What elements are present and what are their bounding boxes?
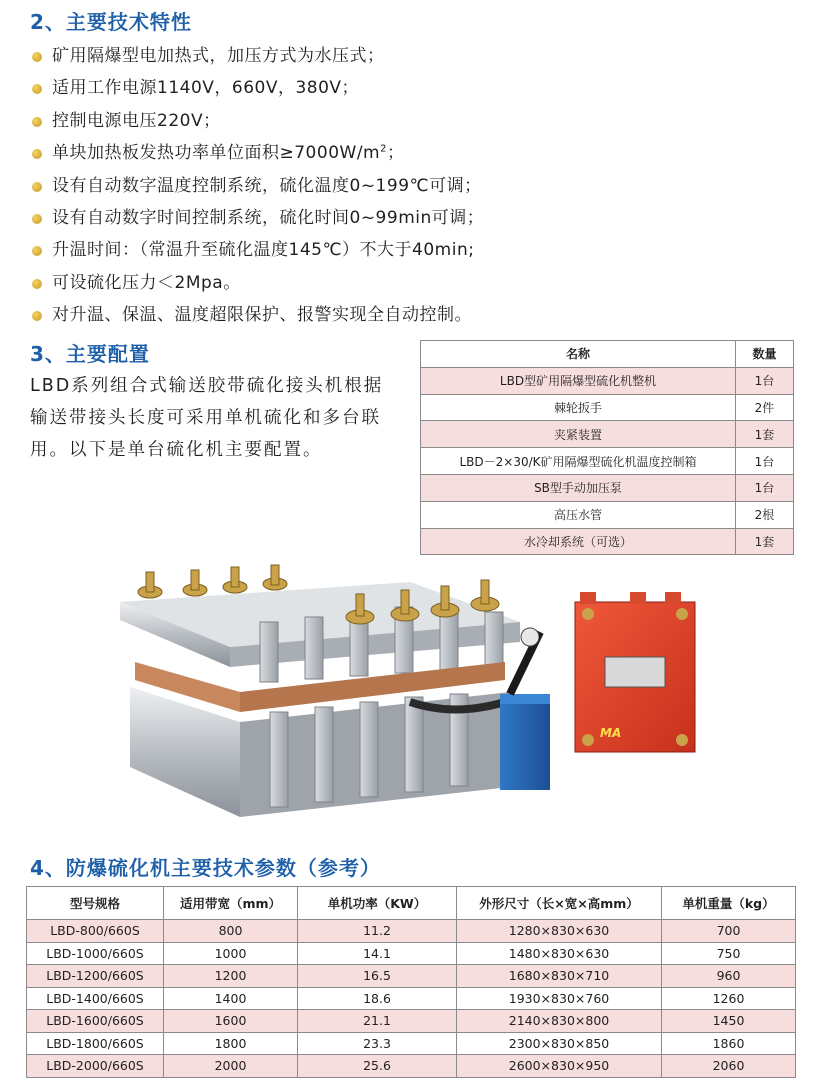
feature-item: 矿用隔爆型电加热式，加压方式为水压式； [32, 40, 484, 72]
column-header: 单机功率（KW） [298, 887, 457, 920]
feature-item: 对升温、保温、温度超限保护、报警实现全自动控制。 [32, 299, 484, 331]
column-header: 型号规格 [27, 887, 164, 920]
table-row: LBD-1600/660S 1600 21.1 2140×830×800 1450 [27, 1010, 796, 1033]
table-row: 夹紧装置 1套 [421, 421, 794, 448]
bullet-icon [32, 246, 42, 256]
table-row: LBD-800/660S 800 11.2 1280×830×630 700 [27, 920, 796, 943]
table-header-row [421, 341, 794, 368]
feature-list [32, 40, 484, 332]
table-row: 棘轮扳手 2件 [421, 394, 794, 421]
table-row: SB型手动加压泵 1台 [421, 474, 794, 501]
section-4-title: 4、防爆硫化机主要技术参数（参考） [30, 856, 381, 880]
feature-item: 升温时间：（常温升至硫化温度145℃）不大于40min; [32, 234, 484, 266]
table-row: LBD型矿用隔爆型硫化机整机 1台 [421, 367, 794, 394]
upper-beam [120, 582, 520, 682]
bullet-icon [32, 149, 42, 159]
bullet-icon [32, 52, 42, 62]
feature-item: 单块加热板发热功率单位面积$\ge 7000W/m^2$； [32, 137, 484, 169]
table-row: 高压水管 2根 [421, 501, 794, 528]
feature-item: 控制电源电压220V； [32, 105, 484, 137]
ma-mark: MA [600, 726, 622, 740]
table-row: LBD-1800/660S 1800 23.3 2300×830×850 1860 [27, 1032, 796, 1055]
table-row: LBD－2×30/K矿用隔爆型硫化机温度控制箱 1台 [421, 448, 794, 475]
column-header: 名称 [421, 341, 736, 368]
section-3-title: 3、主要配置 [30, 342, 150, 366]
bullet-icon [32, 214, 42, 224]
bullet-icon [32, 182, 42, 192]
table-header-row [27, 887, 796, 920]
params-table [26, 886, 796, 1078]
section-2-title: 2、主要技术特性 [30, 10, 192, 34]
bullet-icon [32, 117, 42, 127]
hand-pump [500, 628, 550, 790]
config-table [420, 340, 794, 555]
table-row: LBD-1000/660S 1000 14.1 1480×830×630 750 [27, 942, 796, 965]
feature-item: 可设硫化压力＜2Mpa。 [32, 267, 484, 299]
feature-item: 适用工作电源1140V，660V，380V； [32, 72, 484, 104]
column-header: 外形尺寸（长×宽×高mm） [457, 887, 662, 920]
config-intro: LBD系列组合式输送胶带硫化接头机根据输送带接头长度可采用单机硫化和多台联用。以下是单台硫化机主要配置。 [30, 376, 384, 460]
column-header: 数量 [736, 341, 794, 368]
column-header: 适用带宽（mm） [164, 887, 298, 920]
bullet-icon [32, 84, 42, 94]
table-row: LBD-1200/660S 1200 16.5 1680×830×710 960 [27, 965, 796, 988]
table-row: LBD-2000/660S 2000 25.6 2600×830×950 2060 [27, 1055, 796, 1078]
feature-item: 设有自动数字时间控制系统，硫化时间0~99min可调； [32, 202, 484, 234]
column-header: 单机重量（kg） [662, 887, 796, 920]
feature-item: 设有自动数字温度控制系统，硫化温度0~199℃可调； [32, 170, 484, 202]
bullet-icon [32, 311, 42, 321]
bullet-icon [32, 279, 42, 289]
control-box [575, 592, 695, 752]
table-row: LBD-1400/660S 1400 18.6 1930×830×760 1260 [27, 987, 796, 1010]
vulcanizer-machine-photo [110, 562, 720, 834]
table-row: 水冷却系统（可选） 1套 [421, 528, 794, 555]
